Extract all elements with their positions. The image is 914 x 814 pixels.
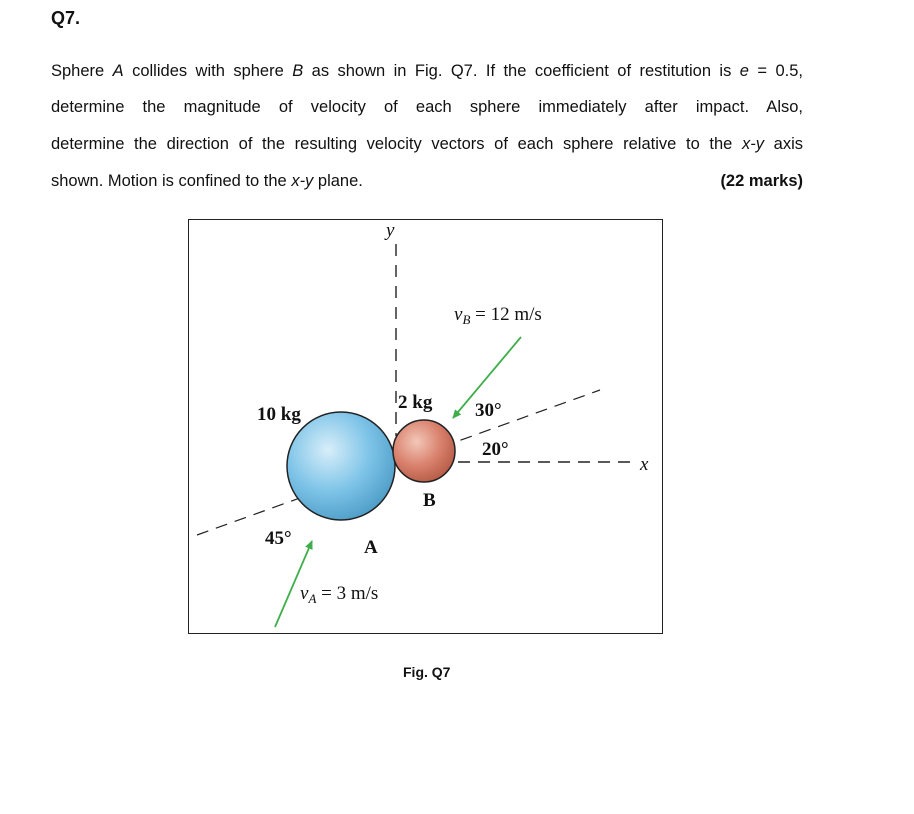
sphere-b-label: B — [423, 490, 436, 511]
sphere-b — [393, 420, 455, 482]
mass-a-label: 10 kg — [257, 404, 301, 425]
question-line-1: Sphere A collides with sphere B as shown in Fig. Q7. If the coefficient of restitution is e = 0.5, — [51, 62, 803, 80]
velocity-a-label: $v_A = 3$ m/s — [300, 583, 379, 606]
question-number: Q7. — [51, 8, 81, 28]
angle-30-label: 30° — [475, 400, 502, 421]
angle-45-label: 45° — [265, 528, 292, 549]
x-axis-label: x — [640, 454, 649, 475]
figure-caption: Fig. Q7 — [403, 664, 451, 680]
y-axis-label: y — [386, 220, 395, 241]
sphere-a — [287, 412, 395, 520]
question-line-3: determine the direction of the resulting velocity vectors of each sphere relative to the x-y axis — [51, 135, 803, 153]
velocity-b-label: $v_B = 12$ m/s — [454, 304, 542, 327]
angle-20-label: 20° — [482, 439, 509, 460]
sphere-a-label: A — [364, 537, 378, 558]
question-line-2: determine the magnitude of velocity of each sphere immediately after impact. Also, — [51, 98, 803, 116]
marks-label: (22 marks) — [720, 172, 803, 190]
question-line-4: shown. Motion is confined to the x-y plane. (22 marks) — [51, 172, 803, 190]
mass-b-label: 2 kg — [398, 392, 433, 413]
